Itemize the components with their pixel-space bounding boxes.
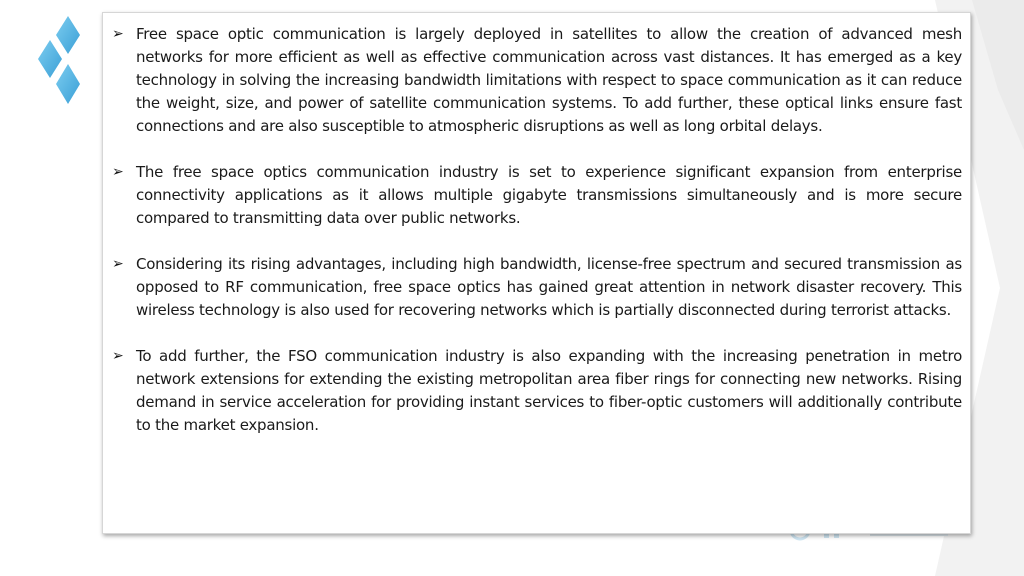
bullet-list <box>111 23 962 437</box>
logo-diamond-top <box>56 16 80 54</box>
bullet-item-metro-network <box>111 345 962 437</box>
arrow-bullet-icon: ➢ <box>112 256 124 272</box>
bullet-text: Free space optic communication is largely deployed in satellites to allow the creation of advanced mesh networks for more efficient as well as effective communication across vast distances. It has emerged as a key technology in solving the increasing bandwidth limitations with respect to space communication as it can reduce the weight, size, and power of satellite communication systems. To add further, these optical links ensure fast connections and are also susceptible to atmospheric disruptions as well as long orbital delays. <box>136 25 962 135</box>
bullet-item-enterprise-connectivity <box>111 161 962 230</box>
arrow-bullet-icon: ➢ <box>112 26 124 42</box>
bullet-text: The free space optics communication industry is set to experience significant expansion from enterprise connectivity applications as it allows multiple gigabyte transmissions simultaneously and is more secure compared to transmitting data over public networks. <box>136 163 962 227</box>
logo-diamond-left <box>38 40 62 78</box>
bullet-item-disaster-recovery <box>111 253 962 322</box>
arrow-bullet-icon: ➢ <box>112 164 124 180</box>
arrow-bullet-icon: ➢ <box>112 348 124 364</box>
diamond-logo-icon <box>36 14 86 108</box>
bullet-item-satellite-mesh <box>111 23 962 138</box>
logo-diamond-bottom <box>56 64 80 104</box>
content-text-box <box>102 12 971 534</box>
bullet-text: Considering its rising advantages, including high bandwidth, license-free spectrum and secured transmission as opposed to RF communication, free space optics has gained great attention in network disaster recovery. This wireless technology is also used for recovering networks which is partially disconnected during terrorist attacks. <box>136 255 962 319</box>
bullet-text: To add further, the FSO communication industry is also expanding with the increasing penetration in metro network extensions for extending the existing metropolitan area fiber rings for connecting new networks. Rising demand in service acceleration for providing instant services to fiber-optic customers will additionally contribute to the market expansion. <box>136 347 962 434</box>
